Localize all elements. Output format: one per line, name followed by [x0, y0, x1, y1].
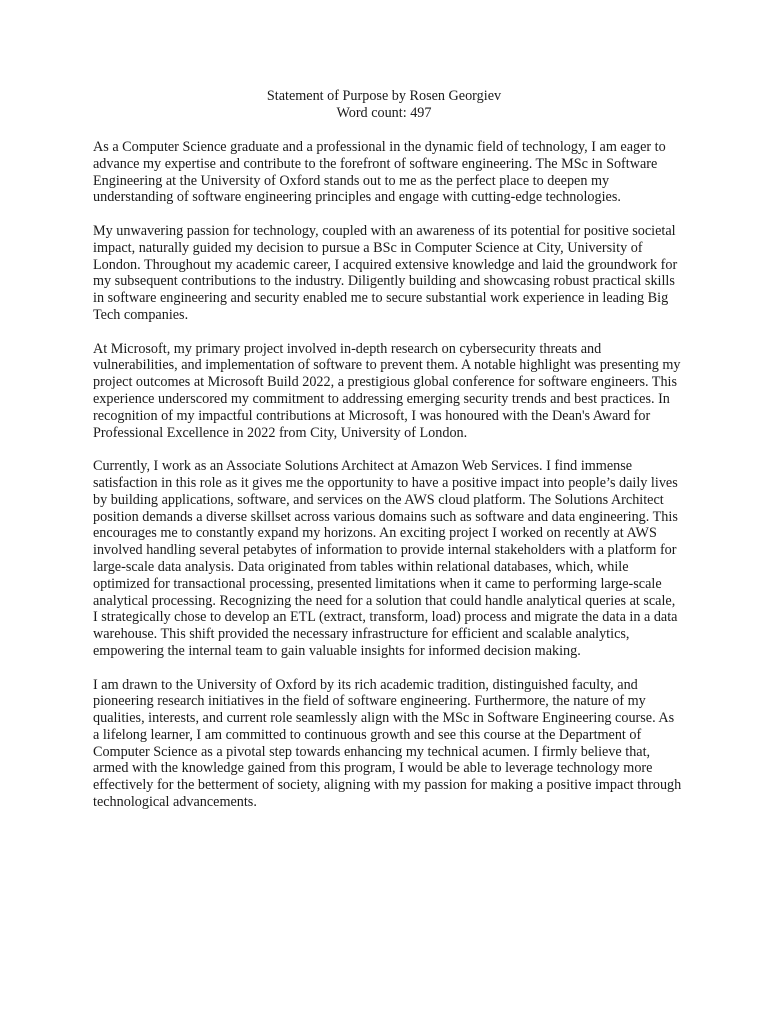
paragraph-2: My unwavering passion for technology, coupled with an awareness of its potential for positive societal impact, naturally guided my decision to pursue a BSc in Computer Science at City, University of London. Throughout my academic career, I acquired extensive knowledge and laid the groundwork for my subsequent contributions to the industry. Diligently building and showcasing robust practical skills in software engineering and security enabled me to secure substantial work experience in leading Big Tech companies. [93, 222, 678, 323]
paragraph-1: As a Computer Science graduate and a professional in the dynamic field of technology, I am eager to advance my expertise and contribute to the forefront of software engineering. The MSc in Software Engineering at the University of Oxford stands out to me as the perfect place to deepen my understanding of software engineering principles and engage with cutting-edge technologies. [93, 139, 666, 206]
word-count: Word count: 497 [336, 104, 432, 121]
paragraph-3: At Microsoft, my primary project involved in-depth research on cybersecurity threats and vulnerabilities, and implementation of software to prevent them. A notable highlight was presenting my project outcomes at Microsoft Build 2022, a prestigious global conference for software engineers. This experience underscored my commitment to addressing emerging security trends and best practices. In recognition of my impactful contributions at Microsoft, I was honoured with the Dean's Award for Professional Excellence in 2022 from City, University of London. [93, 340, 681, 441]
document-header [0, 88, 768, 122]
paragraph-4: Currently, I work as an Associate Solutions Architect at Amazon Web Services. I find immense satisfaction in this role as it gives me the opportunity to have a positive impact into people’s daily lives by building applications, software, and services on the AWS cloud platform. The Solutions Architect position demands a diverse skillset across various domains such as software and data engineering. This encourages me to constantly expand my horizons. An exciting project I worked on recently at AWS involved handling several petabytes of information to provide internal stakeholders with a platform for large-scale data analysis. Data originated from tables within relational databases, which, while optimized for transactional processing, presented limitations when it came to performing large-scale analytical processing. Recognizing the need for a solution that could handle analytical queries at scale, I strategically chose to develop an ETL (extract, transform, load) process and migrate the data in a data warehouse. This shift provided the necessary infrastructure for efficient and scalable analytics, empowering the internal team to gain valuable insights for informed decision making. [93, 458, 678, 659]
document-body [93, 139, 683, 828]
document-title: Statement of Purpose by Rosen Georgiev [266, 88, 502, 104]
paragraph-5: I am drawn to the University of Oxford by its rich academic tradition, distinguished faculty, and pioneering research initiatives in the field of software engineering. Furthermore, the nature of my qualities, interests, and current role seamlessly align with the MSc in Software Engineering course. As a lifelong learner, I am committed to continuous growth and see this course at the Department of Computer Science as a pivotal step towards enhancing my technical acumen. I firmly believe that, armed with the knowledge gained from this program, I would be able to leverage technology more effectively for the betterment of society, aligning with my passion for making a positive impact through technological advancements. [93, 676, 682, 811]
